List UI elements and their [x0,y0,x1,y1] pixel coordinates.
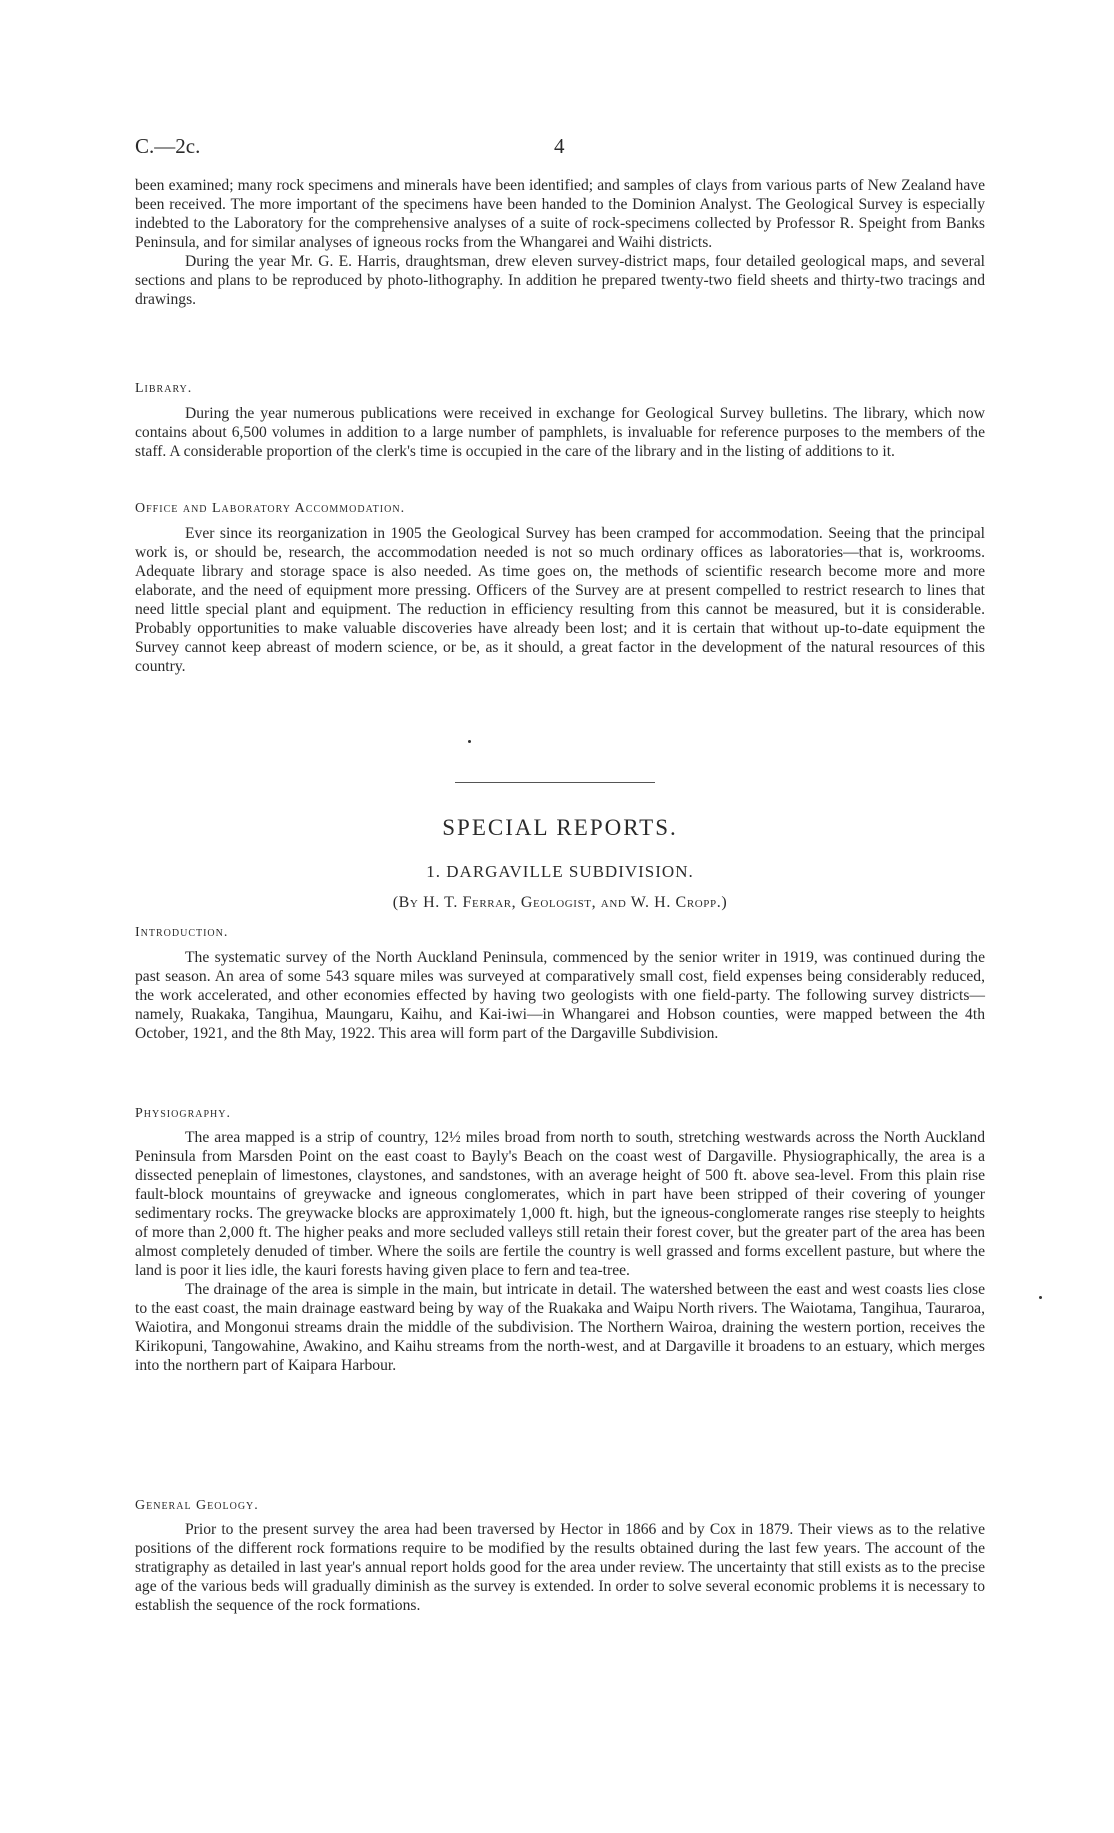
library-section [135,404,985,461]
office-section [135,524,985,676]
paragraph-draughtsman: During the year Mr. G. E. Harris, draughtsman, drew eleven survey-district maps, four detailed geological maps, and several sections and plans to be reproduced by photo-lithography. In addition he prepared twenty-two field sheets and thirty-two tracings and drawings. [135,253,985,308]
subdivision-title-wrap [135,862,985,881]
paragraph-general-geology: Prior to the present survey the area had been traversed by Hector in 1866 and by Cox in 1879. Their views as to the relative positions of the different rock formations require to be modified by the results obtained during the last few years. The account of the stratigraphy as detailed in last year's annual report holds good for the area under review. The uncertainty that still exists as to the precise age of the various beds will gradually diminish as the survey is extended. In order to solve several economic problems it is necessary to establish the sequence of the rock formations. [135,1521,985,1614]
introduction-section [135,948,985,1043]
section-heading-office: Office and Laboratory Accommodation. [135,501,406,516]
section-divider [455,782,655,783]
report-code: C.—2c. [135,134,201,158]
paragraph-continued: been examined; many rock specimens and minerals have been identified; and samples of clays from various parts of New Zealand have been received. The more important of the specimens have been handed to the Dominion Analyst. The Geological Survey is especially indebted to the Laboratory for the comprehensive analyses of a suite of rock-specimens collected by Professor R. Speight from Banks Peninsula, and for similar analyses of igneous rocks from the Whangarei and Waihi districts. [135,177,985,251]
special-reports-block [135,815,985,840]
section-heading-introduction: Introduction. [135,925,229,940]
section-heading-office-wrap [135,498,985,520]
paragraph-drainage: The drainage of the area is simple in the main, but intricate in detail. The watershed between the east and west coasts lies close to the east coast, the main drainage eastward being by way of the Ruakaka and Waipu North rivers. The Waiotama, Tangihua, Tauraroa, Waiotira, and Mongonui streams drain the middle of the subdivision. The Northern Wairoa, draining the western portion, receives the Kirikopuni, Tangowahine, Awakino, and Kaihu streams from the north-west, and at Dargaville it broadens to an estuary, which merges into the northern part of Kaipara Harbour. [135,1281,985,1374]
geology-section [135,1520,985,1615]
subdivision-title: 1. DARGAVILLE SUBDIVISION. [426,862,694,881]
stray-mark [468,740,471,743]
special-reports-title: SPECIAL REPORTS. [442,815,678,840]
page-header [135,134,985,164]
section-heading-intro-wrap [135,922,985,944]
paragraph-accommodation: Ever since its reorganization in 1905 the Geological Survey has been cramped for accommodation. Seeing that the principal work is, or should be, research, the accommodation needed is not so much ordinary offices as laboratories—that is, workrooms. Adequate library and storage space is also needed. As time goes on, the methods of scientific research become more and more elaborate, and the need of equipment more pressing. Officers of the Survey are at present compelled to restrict research to lines that need little special plant and equipment. The reduction in efficiency resulting from this cannot be measured, but it is considerable. Probably opportunities to make valuable discoveries have already been lost; and it is certain that without up-to-date equipment the Survey cannot keep abreast of modern science, or be, as it should, a great factor in the development of the natural resources of this country. [135,525,985,675]
body-column-top [135,176,985,309]
paragraph-physiography: The area mapped is a strip of country, 12½ miles broad from north to south, stretching westwards across the North Auckland Peninsula from Marsden Point on the east coast to Bayly's Beach on the coast west of Dargaville. Physiographically, the area is a dissected peneplain of limestones, claystones, and sandstones, with an average height of 500 ft. above sea-level. From this plain rise fault-block mountains of greywacke and igneous conglomerates, which in part have been stripped of their covering of younger sedimentary rocks. The greywacke blocks are approximately 1,000 ft. high, but the igneous-conglomerate ranges rise steeply to heights of more than 2,000 ft. The higher peaks and more secluded valleys still retain their forest cover, but the greater part of the area has been almost completely denuded of timber. Where the soils are fertile the country is well grassed and forms excellent pasture, but where the land is poor it lies idle, the kauri forests having given place to fern and tea-tree. [135,1129,985,1279]
section-heading-general-geology: General Geology. [135,1498,259,1513]
section-heading-physio-wrap [135,1103,985,1125]
section-heading-library-wrap [135,378,985,400]
paragraph-introduction: The systematic survey of the North Auckland Peninsula, commenced by the senior writer in 1919, was continued during the past season. An area of some 543 square miles was surveyed at comparatively small cost, field expenses being considerably reduced, the work accelerated, and other economies effected by having two geologists with one field-party. The following survey districts—namely, Ruakaka, Tangihua, Maungaru, Kaihu, and Kai-iwi—in Whangarei and Hobson counties, were mapped between the 4th October, 1921, and the 8th May, 1922. This area will form part of the Dargaville Subdivision. [135,949,985,1042]
section-heading-geology-wrap [135,1495,985,1517]
paragraph-library: During the year numerous publications were received in exchange for Geological Survey bulletins. The library, which now contains about 6,500 volumes in addition to a large number of pamphlets, is invaluable for reference purposes to the members of the staff. A considerable proportion of the clerk's time is occupied in the care of the library and in the listing of additions to it. [135,405,985,460]
section-heading-physiography: Physiography. [135,1106,231,1121]
section-heading-library: Library. [135,381,193,396]
authors-byline: (By H. T. Ferrar, Geologist, and W. H. Cropp.) [392,894,728,911]
physiography-section [135,1128,985,1375]
byline-wrap [135,893,985,912]
stray-mark-margin [1039,1296,1042,1299]
page-number: 4 [554,134,565,158]
